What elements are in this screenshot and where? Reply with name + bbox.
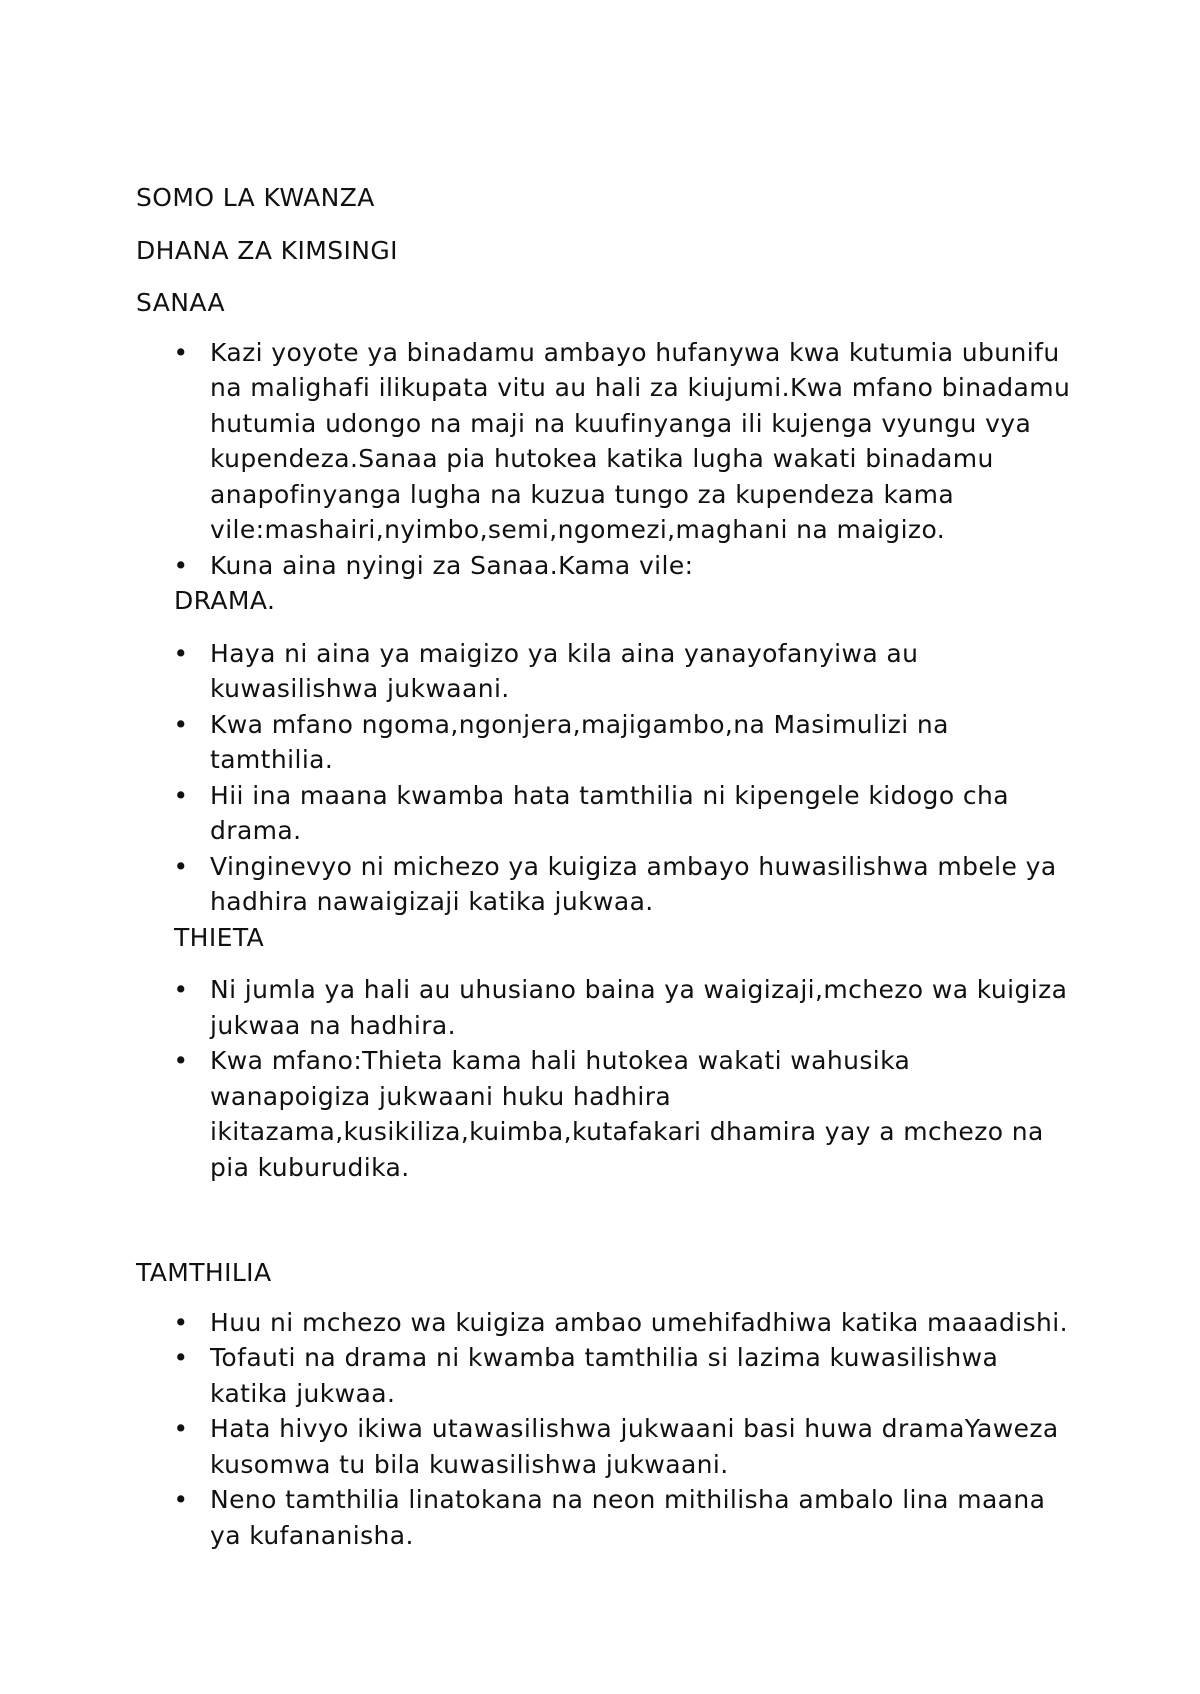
bullet-icon: • (173, 1485, 189, 1514)
list-item (136, 548, 1076, 584)
bullet-icon: • (173, 1307, 189, 1337)
list-item (136, 335, 1076, 548)
list-item-text: Haya ni aina ya maigizo ya kila aina yanayofanyiwa au kuwasilishwa jukwaani. (210, 638, 919, 703)
list-item-text: Hii ina maana kwamba hata tamthilia ni kipengele kidogo cha drama. (210, 780, 1009, 845)
list-item (136, 972, 1076, 1043)
list-item-text: Kazi yoyote ya binadamu ambayo hufanywa kwa kutumia ubunifu na malighafi ilikupata vitu au hali za kiujumi.Kwa mfano binadamu hutumia udongo na maji na kuufinyanga ili kujenga vyungu vya kupendeza.Sanaa pia hutokea katika lugha wakati binadamu anapofinyanga lugha na kuzua tungo za kupendeza kama vile:mashairi,nyimbo,semi,ngomezi,maghani na maigizo. (210, 337, 1071, 544)
bullet-icon: • (173, 975, 189, 1004)
list-item-text: Neno tamthilia linatokana na neon mithilisha ambalo lina maana ya kufananisha. (210, 1485, 1046, 1550)
tamthilia-list (136, 1305, 1076, 1554)
bullet-icon: • (173, 337, 189, 367)
section-heading-drama: DRAMA. (174, 586, 276, 615)
bullet-icon: • (173, 550, 189, 580)
bullet-icon: • (173, 851, 189, 881)
list-item (136, 1482, 1076, 1553)
lesson-title: SOMO LA KWANZA (136, 183, 375, 212)
section-heading-sanaa: SANAA (136, 288, 226, 317)
list-item (136, 1305, 1076, 1341)
list-item (136, 1043, 1076, 1185)
list-item (136, 1340, 1076, 1411)
section-heading-thieta: THIETA (174, 922, 265, 952)
thieta-list (136, 972, 1076, 1185)
bullet-icon: • (173, 638, 189, 668)
blank-space (136, 1185, 1076, 1255)
list-item (136, 849, 1076, 920)
list-item-text: Huu ni mchezo wa kuigiza ambao umehifadhiwa katika maaadishi. (210, 1307, 1068, 1337)
section-heading-tamthilia: TAMTHILIA (136, 1258, 272, 1287)
list-item (136, 707, 1076, 778)
list-item-text: Kuna aina nyingi za Sanaa.Kama vile: (210, 550, 694, 580)
bullet-icon: • (173, 1343, 189, 1372)
list-item (136, 778, 1076, 849)
bullet-icon: • (173, 1046, 189, 1075)
list-item (136, 636, 1076, 707)
document-page (136, 180, 1076, 1553)
list-item-text: Kwa mfano ngoma,ngonjera,majigambo,na Masimulizi na tamthilia. (210, 709, 949, 774)
list-item-text: Kwa mfano:Thieta kama hali hutokea wakati wahusika wanapoigiza jukwaani huku hadhira ikitazama,kusikiliza,kuimba,kutafakari dhamira yay a mchezo na pia kuburudika. (210, 1046, 1044, 1182)
bullet-icon: • (173, 709, 189, 739)
bullet-icon: • (173, 780, 189, 810)
drama-list (136, 636, 1076, 920)
list-item-text: Hata hivyo ikiwa utawasilishwa jukwaani basi huwa dramaYaweza kusomwa tu bila kuwasilishwa jukwaani. (210, 1414, 1059, 1479)
bullet-icon: • (173, 1414, 189, 1443)
list-item (136, 1411, 1076, 1482)
list-item-text: Ni jumla ya hali au uhusiano baina ya waigizaji,mchezo wa kuigiza jukwaa na hadhira. (210, 975, 1068, 1040)
section-title-basic-concepts: DHANA ZA KIMSINGI (136, 235, 398, 265)
list-item-text: Tofauti na drama ni kwamba tamthilia si lazima kuwasilishwa katika jukwaa. (210, 1343, 999, 1408)
list-item-text: Vinginevyo ni michezo ya kuigiza ambayo huwasilishwa mbele ya hadhira nawaigizaji katika jukwaa. (210, 851, 1057, 916)
sanaa-list (136, 335, 1076, 584)
